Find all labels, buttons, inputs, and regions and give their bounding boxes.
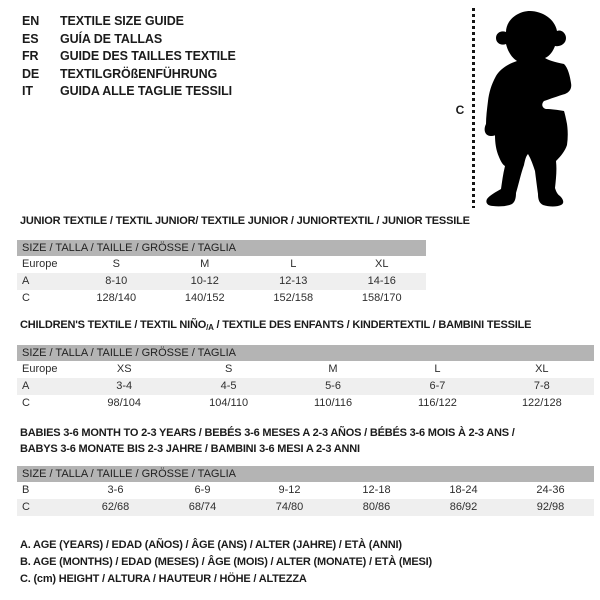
table-row-europe [17, 256, 426, 273]
row-label: Europe [22, 258, 58, 270]
height-value: 68/74 [188, 501, 217, 513]
babies-title-line2: BABYS 3-6 MONATE BIS 2-3 JAHRE / BAMBINI 3-6 MESI A 2-3 ANNI [20, 443, 360, 455]
age-value: 18-24 [449, 484, 478, 496]
children-title-post: / TEXTILE DES ENFANTS / KINDERTEXTIL / BAMBINI TESSILE [213, 319, 532, 331]
language-list [22, 13, 236, 101]
size-value: M [200, 258, 210, 270]
junior-section-title: JUNIOR TEXTILE / TEXTIL JUNIOR/ TEXTILE JUNIOR / JUNIORTEXTIL / JUNIOR TESSILE [20, 215, 470, 227]
children-section-title [20, 319, 531, 331]
height-dashed-line [472, 8, 475, 208]
language-row-fr [22, 48, 236, 66]
legend-height-cm: C. (cm) HEIGHT / ALTURA / HAUTEUR / HÖHE / ALTEZZA [20, 573, 307, 586]
children-title-subscript: /A [206, 323, 214, 332]
table-row-age [17, 273, 426, 290]
language-title: GUÍA DE TALLAS [60, 31, 163, 46]
size-value: S [224, 363, 233, 375]
age-value: 12-13 [279, 275, 308, 287]
size-value: L [290, 258, 297, 270]
age-value: 7-8 [533, 380, 550, 392]
row-label: A [22, 380, 30, 392]
babies-size-table [17, 466, 594, 516]
age-value: 3-4 [116, 380, 133, 392]
table-row-age-months [17, 482, 594, 499]
height-value: 74/80 [275, 501, 304, 513]
age-value: 6-9 [194, 484, 211, 496]
table-row-europe [17, 361, 594, 378]
age-value: 12-18 [362, 484, 391, 496]
row-label: C [22, 397, 30, 409]
height-value: 110/116 [313, 397, 353, 409]
age-value: 4-5 [220, 380, 237, 392]
age-value: 3-6 [107, 484, 124, 496]
language-row-es [22, 31, 236, 49]
height-value: 158/170 [361, 292, 402, 304]
height-value: 122/128 [521, 397, 562, 409]
age-value: 6-7 [429, 380, 446, 392]
height-value: 128/140 [96, 292, 137, 304]
language-code: FR [22, 49, 39, 64]
size-header-bar: SIZE / TALLA / TAILLE / GRÖSSE / TAGLIA [17, 240, 426, 256]
height-value: 80/86 [362, 501, 391, 513]
babies-title-line1: BABIES 3-6 MONTH TO 2-3 YEARS / BEBÉS 3-6 MESES A 2-3 AÑOS / BÉBÉS 3-6 MOIS À 2-3 ANS / [20, 427, 515, 439]
height-value: 104/110 [209, 397, 249, 409]
height-value: 98/104 [107, 397, 142, 409]
size-value: S [112, 258, 120, 270]
size-value: M [328, 363, 338, 375]
baby-silhouette-icon [478, 8, 586, 210]
row-label: Europe [22, 363, 58, 375]
height-value: 92/98 [536, 501, 565, 513]
language-code: ES [22, 31, 39, 46]
language-row-it [22, 83, 236, 101]
table-row-height [17, 499, 594, 516]
age-value: 8-10 [105, 275, 128, 287]
table-row-height [17, 290, 426, 307]
height-value: 152/158 [273, 292, 314, 304]
measurement-legend [20, 537, 432, 589]
age-value: 10-12 [190, 275, 219, 287]
size-value: XS [116, 363, 132, 375]
language-code: IT [22, 84, 33, 99]
row-label: A [22, 275, 30, 287]
height-value: 86/92 [449, 501, 478, 513]
size-value: XL [375, 258, 389, 270]
row-label: C [22, 292, 30, 304]
language-title: GUIDA ALLE TAGLIE TESSILI [60, 84, 233, 99]
table-row-age [17, 378, 594, 395]
language-title: GUIDE DES TAILLES TEXTILE [60, 49, 236, 64]
legend-age-years: A. AGE (YEARS) / EDAD (AÑOS) / ÂGE (ANS) / ALTER (JAHRE) / ETÀ (ANNI) [20, 539, 402, 551]
height-value: 140/152 [184, 292, 225, 304]
children-title-pre: CHILDREN'S TEXTILE / TEXTIL NIÑO [20, 319, 207, 331]
row-label: C [22, 501, 30, 513]
size-value: XL [535, 363, 549, 375]
age-value: 14-16 [367, 275, 396, 287]
babies-section-title [20, 425, 515, 457]
size-value: L [434, 363, 441, 375]
age-value: 5-6 [325, 380, 341, 392]
height-value: 62/68 [101, 501, 130, 513]
height-measure-label: C [455, 103, 465, 117]
row-label: B [22, 484, 30, 496]
junior-size-table [17, 240, 426, 307]
language-title: TEXTILGRÖßENFÜHRUNG [60, 66, 218, 81]
size-header-bar: SIZE / TALLA / TAILLE / GRÖSSE / TAGLIA [17, 345, 594, 361]
language-code: EN [22, 14, 40, 28]
height-value: 116/122 [417, 397, 457, 409]
age-value: 9-12 [278, 484, 301, 496]
table-row-height [17, 395, 594, 412]
language-code: DE [22, 66, 40, 81]
children-size-table [17, 345, 594, 412]
size-header-bar: SIZE / TALLA / TAILLE / GRÖSSE / TAGLIA [17, 466, 594, 482]
language-row-de [22, 66, 236, 84]
age-value: 24-36 [536, 484, 565, 496]
language-row-en [22, 13, 236, 31]
language-title: TEXTILE SIZE GUIDE [60, 14, 184, 28]
legend-age-months: B. AGE (MONTHS) / EDAD (MESES) / ÂGE (MOIS) / ALTER (MONATE) / ETÀ (MESI) [20, 556, 432, 569]
